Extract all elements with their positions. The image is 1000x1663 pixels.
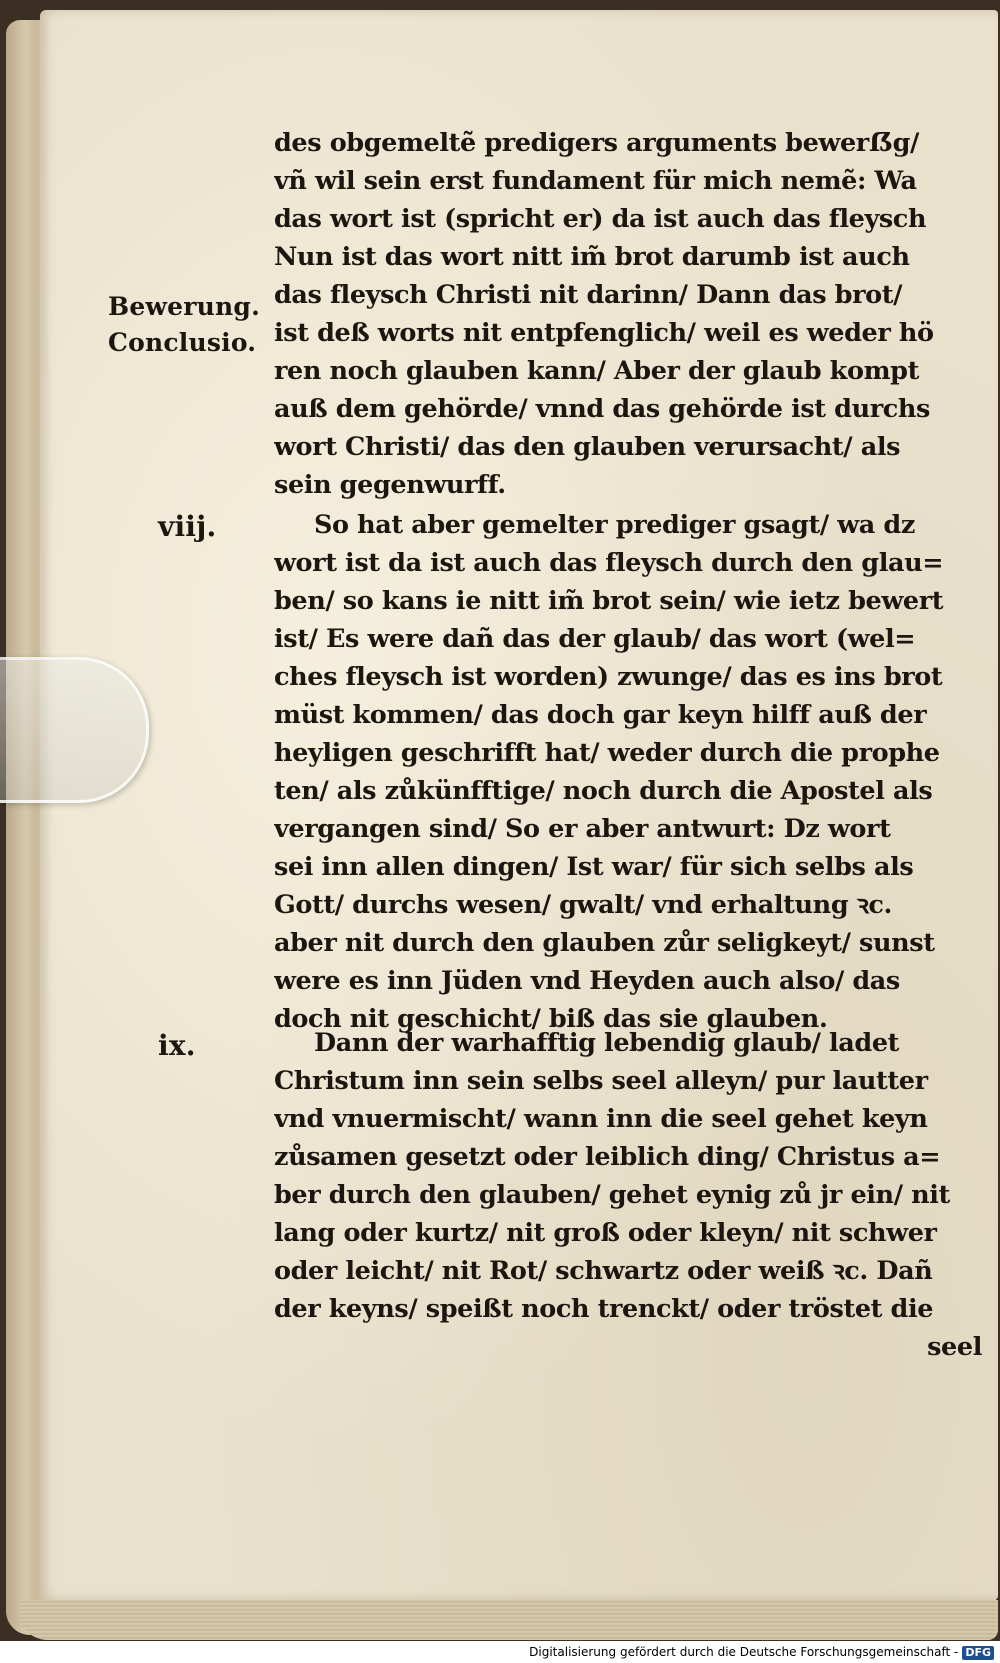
text-line: ber durch den glauben/ gehet eynig zů jr ein/ nit	[274, 1180, 950, 1210]
text-line: ren noch glauben kann/ Aber der glaub kompt	[274, 356, 919, 386]
text-line: auß dem gehörde/ vnnd das gehörde ist durchs	[274, 394, 930, 424]
margin-note-bewerung: Bewerung.	[108, 292, 260, 321]
text-line: were es inn Jüden vnd Heyden auch also/ das	[274, 966, 900, 996]
text-line: müst kommen/ das doch gar keyn hilff auß der	[274, 700, 927, 730]
text-line: wort Christi/ das den glauben verursacht/ als	[274, 432, 901, 462]
text-line: des obgemeltẽ predigers arguments bewerẞg/	[274, 128, 919, 158]
text-line: das fleysch Christi nit darinn/ Dann das brot/	[274, 280, 903, 310]
dfg-logo-icon: DFG	[962, 1646, 994, 1660]
text-line: ches fleysch ist worden) zwunge/ das es ins brot	[274, 662, 943, 692]
text-line: oder leicht/ nit Rot/ schwartz oder weiß ꝛc. Dañ	[274, 1256, 933, 1286]
text-line: lang oder kurtz/ nit groß oder kleyn/ nit schwer	[274, 1218, 937, 1248]
text-line: vergangen sind/ So er aber antwurt: Dz wort	[274, 814, 891, 844]
text-line: das wort ist (spricht er) da ist auch das fleysch	[274, 204, 927, 234]
text-line: sei inn allen dingen/ Ist war/ für sich selbs als	[274, 852, 914, 882]
text-line: ten/ als zůkünfftige/ noch durch die Apostel als	[274, 776, 933, 806]
text-line: zůsamen gesetzt oder leiblich ding/ Christus a=	[274, 1142, 941, 1172]
text-line: Nun ist das wort nitt im̃ brot darumb ist auch	[274, 242, 910, 272]
text-line: vñ wil sein erst fundament für mich nemẽ: Wa	[274, 166, 917, 196]
digitization-footer	[0, 1641, 1000, 1663]
page-edges-bottom	[18, 1600, 998, 1640]
page-clip	[0, 657, 149, 803]
catchword: seel	[927, 1332, 982, 1362]
text-line: ist/ Es were dañ das der glaub/ das wort (wel=	[274, 624, 916, 654]
text-line: aber nit durch den glauben zůr seligkeyt/ sunst	[274, 928, 935, 958]
margin-number-ix: ix.	[158, 1029, 196, 1062]
paragraph-3	[274, 1024, 990, 1366]
text-line: Dann der warhafftig lebendig glaub/ ladet	[314, 1028, 900, 1058]
text-line: vnd vnuermischt/ wann inn die seel gehet keyn	[274, 1104, 928, 1134]
text-line: ben/ so kans ie nitt im̃ brot sein/ wie ietz bewert	[274, 586, 944, 616]
text-line: ist deß worts nit entpfenglich/ weil es weder hö	[274, 318, 934, 348]
footer-text: Digitalisierung gefördert durch die Deutsche Forschungsgemeinschaft -	[529, 1645, 959, 1659]
margin-note-conclusio: Conclusio.	[108, 328, 257, 357]
text-line: der keyns/ speißt noch trenckt/ oder tröstet die	[274, 1294, 934, 1324]
margin-number-viii: viij.	[158, 510, 217, 543]
text-line: So hat aber gemelter prediger gsagt/ wa dz	[314, 510, 915, 540]
text-line: Christum inn sein selbs seel alleyn/ pur lautter	[274, 1066, 928, 1096]
text-line: doch nit geschicht/ biß das sie glauben.	[274, 1004, 828, 1034]
text-line: wort ist da ist auch das fleysch durch den glau=	[274, 548, 944, 578]
text-line: heyligen geschrifft hat/ weder durch die prophe	[274, 738, 940, 768]
paragraph-2	[274, 506, 990, 1038]
paragraph-1	[274, 124, 990, 504]
text-line: Gott/ durchs wesen/ gwalt/ vnd erhaltung ꝛc.	[274, 890, 893, 920]
text-line: sein gegenwurff.	[274, 470, 506, 500]
